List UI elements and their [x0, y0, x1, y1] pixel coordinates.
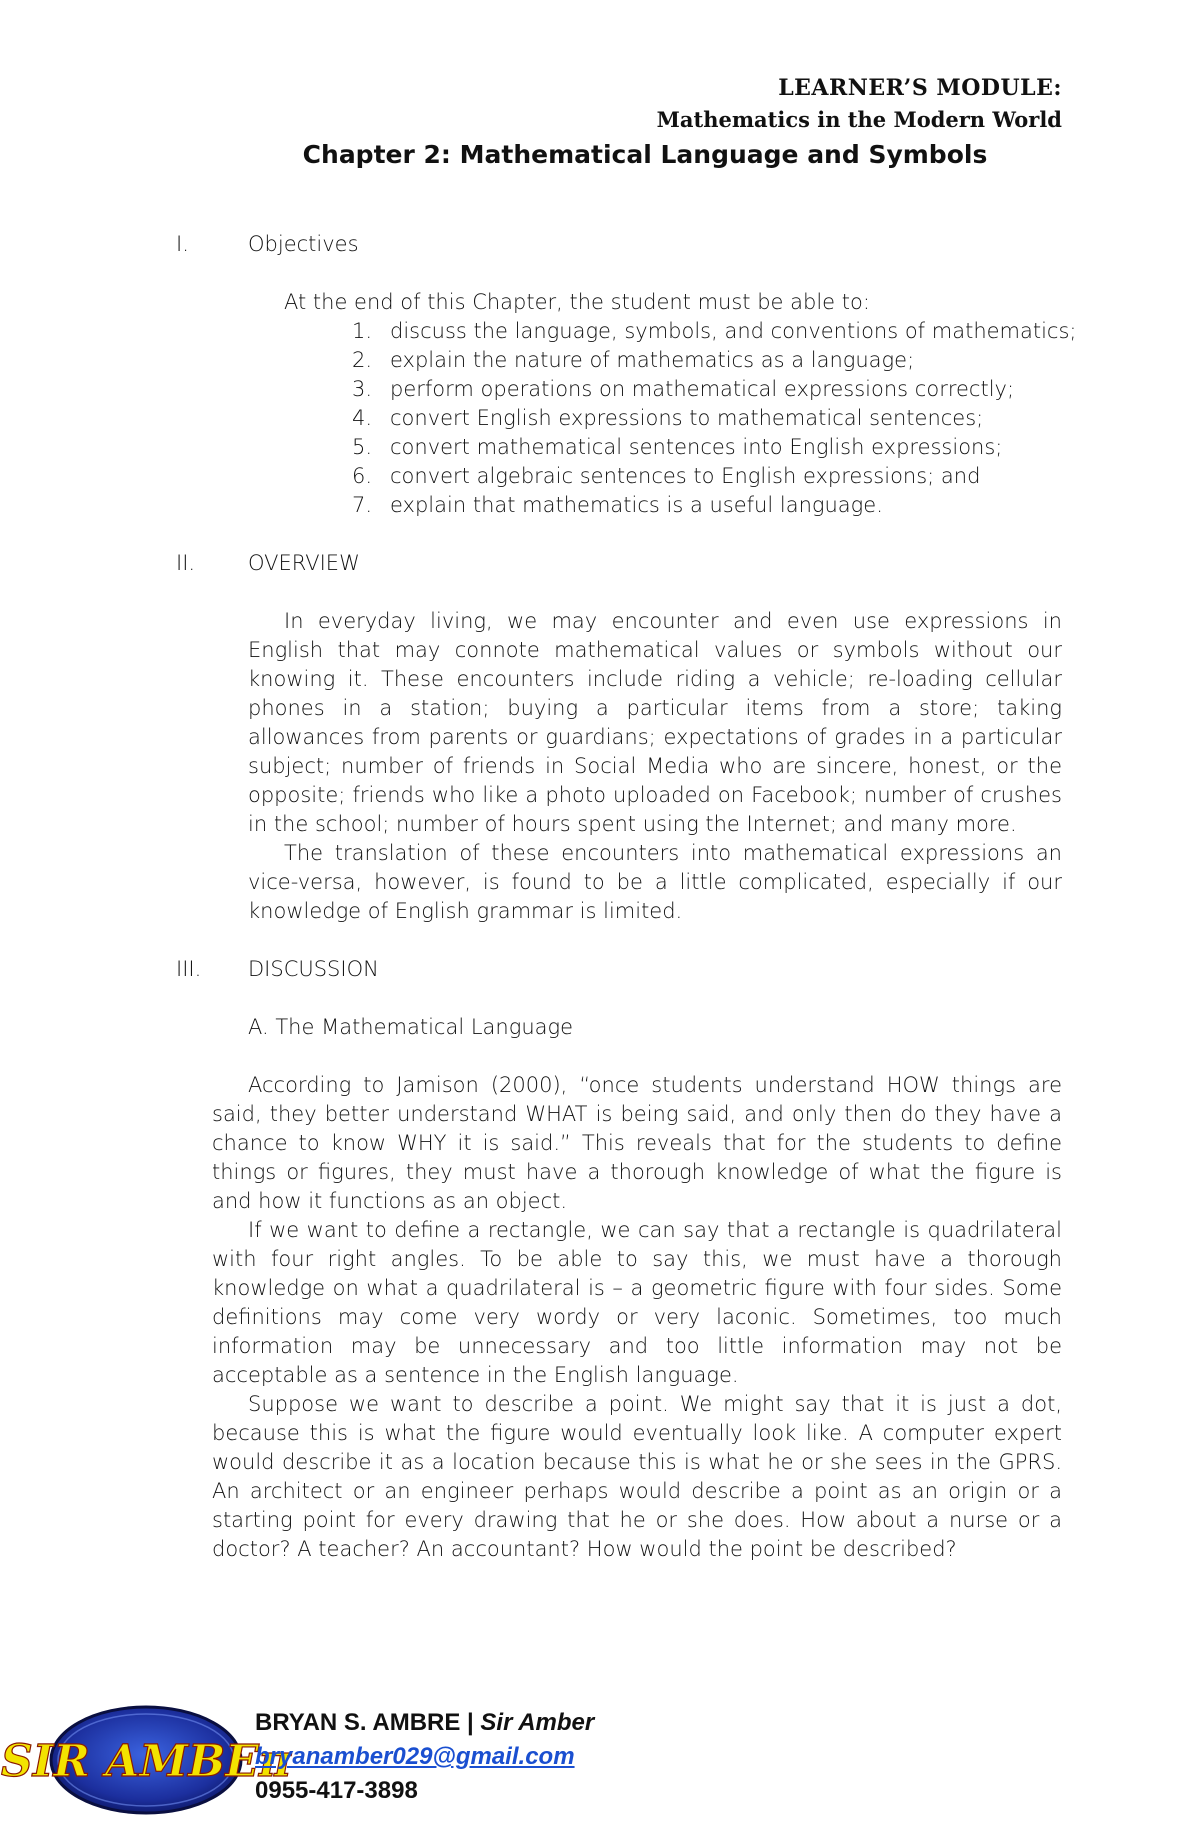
paragraph: In everyday living, we may encounter and even use expressions in English that may connote mathematical values or symbols without our knowing it. These encounters include riding a vehicle; re-loading cellular phones in a station; buying a particular items from a store; taking allowances from parents or guardians; expectations of grades in a particular subject; number of friends in Social Media who are sincere, honest, or the opposite; friends who like a photo uploaded on Facebook; number of crushes in the school; number of hours spent using the Internet; and many more.	[248, 609, 1062, 836]
chapter-title: Chapter 2: Mathematical Language and Symbols	[302, 140, 988, 169]
name-separator: |	[467, 1709, 474, 1736]
section-title: Objectives	[248, 232, 359, 256]
section-number: II.	[176, 551, 196, 575]
item-number: 5.	[352, 435, 373, 459]
author-email-link[interactable]: bryanamber029@gmail.com	[255, 1743, 575, 1770]
paragraph: If we want to define a rectangle, we can say that a rectangle is quadrilateral with four right angles. To be able to say this, we must have a thorough knowledge on what a quadrilateral is – a geometric figure with four sides. Some definitions may come very wordy or very laconic. Sometimes, too much information may be unnecessary and too little information may not be acceptable as a sentence in the English language.	[212, 1218, 1062, 1387]
item-text: perform operations on mathematical expressions correctly;	[390, 377, 1015, 401]
objective-item	[352, 491, 1092, 520]
subsection-heading: A. The Mathematical Language	[248, 1015, 574, 1039]
item-text: explain that mathematics is a useful language.	[390, 493, 883, 517]
objectives-intro: At the end of this Chapter, the student must be able to:	[284, 290, 870, 314]
author-name: BRYAN S. AMBRE	[255, 1709, 461, 1736]
course-title: Mathematics in the Modern World	[656, 107, 1062, 132]
item-text: convert algebraic sentences to English expressions; and	[390, 464, 981, 488]
section-heading-overview	[0, 549, 1200, 578]
item-text: convert English expressions to mathematical sentences;	[390, 406, 984, 430]
section-number: I.	[176, 232, 189, 256]
module-title: LEARNER’S MODULE:	[778, 75, 1062, 101]
author-info	[255, 1706, 594, 1808]
item-text: explain the nature of mathematics as a language;	[390, 348, 915, 372]
module-header	[657, 72, 1062, 136]
discussion-body	[212, 1071, 1062, 1564]
author-nickname: Sir Amber	[480, 1709, 595, 1736]
page-footer	[0, 1700, 1200, 1835]
objective-item	[352, 375, 1092, 404]
section-number: III.	[176, 957, 202, 981]
objective-item	[352, 462, 1092, 491]
item-number: 7.	[352, 493, 373, 517]
author-phone: 0955-417-3898	[255, 1777, 418, 1804]
item-number: 1.	[352, 319, 373, 343]
objective-item	[352, 404, 1092, 433]
document-body	[0, 230, 1200, 1564]
item-number: 4.	[352, 406, 373, 430]
objective-item	[352, 346, 1092, 375]
item-number: 3.	[352, 377, 373, 401]
objective-item	[352, 433, 1092, 462]
item-text: discuss the language, symbols, and conventions of mathematics;	[390, 319, 1077, 343]
objective-item	[352, 317, 1092, 346]
objectives-list	[352, 317, 1092, 520]
item-number: 2.	[352, 348, 373, 372]
paragraph: The translation of these encounters into mathematical expressions an vice-versa, however, is found to be a little complicated, especially if our knowledge of English grammar is limited.	[248, 841, 1062, 923]
author-line	[255, 1706, 594, 1740]
paragraph: Suppose we want to describe a point. We might say that it is just a dot, because this is what the figure would eventually look like. A computer expert would describe it as a location because this is what he or she sees in the GPRS. An architect or an engineer perhaps would describe a point as an origin or a starting point for every drawing that he or she does. How about a nurse or a doctor? A teacher? An accountant? How would the point be described?	[212, 1392, 1062, 1561]
logo-text: SIR AMBEπ	[0, 1736, 292, 1787]
section-title: DISCUSSION	[248, 957, 379, 981]
section-title: OVERVIEW	[248, 551, 360, 575]
section-heading-objectives	[0, 230, 1200, 259]
sir-amber-logo-icon	[0, 1704, 292, 1816]
section-heading-discussion	[0, 955, 1200, 984]
overview-body	[248, 607, 1062, 926]
item-text: convert mathematical sentences into English expressions;	[390, 435, 1003, 459]
item-number: 6.	[352, 464, 373, 488]
paragraph: According to Jamison (2000), “once students understand HOW things are said, they better understand WHAT is being said, and only then do they have a chance to know WHY it is said.” This reveals that for the students to define things or figures, they must have a thorough knowledge of what the figure is and how it functions as an object.	[212, 1073, 1062, 1213]
